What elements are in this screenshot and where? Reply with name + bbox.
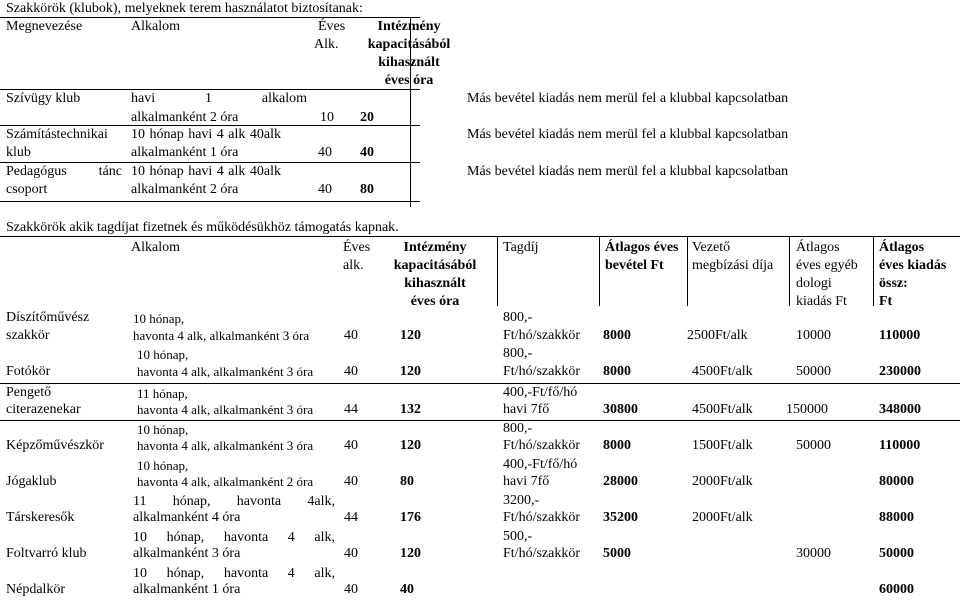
capacity-hours: 120: [400, 546, 421, 561]
fee-line: Ft/hó/szakkör: [503, 438, 580, 453]
table2-header-total-line: össz:: [879, 276, 908, 291]
occasion-line: alkalmanként 1 óra: [133, 582, 241, 597]
table2-header-leader-line: Vezető: [692, 240, 731, 255]
table2-header-other-line: dologi: [796, 276, 832, 291]
leader-fee: 2500Ft/alk: [687, 328, 748, 343]
table2-header-fee: Tagdíj: [503, 240, 539, 255]
occasion-line: alkalmanként 2 óra: [131, 110, 239, 125]
club-name-cont: citerazenekar: [6, 402, 81, 417]
table1-row-divider: [0, 125, 420, 126]
yearly-count: 40: [318, 145, 332, 160]
table1-header-capacity: [354, 19, 464, 89]
other-expense: 30000: [796, 546, 831, 561]
table2-header-capacity-line: Intézmény: [403, 240, 467, 255]
avg-income: 5000: [603, 546, 631, 561]
fee-line: Ft/hó/szakkör: [503, 364, 580, 379]
occasion-line: havonta 4 alk, alkalmanként 2 óra: [137, 474, 314, 489]
table2-col-divider: [497, 236, 498, 306]
fee-line: Ft/hó/szakkör: [503, 510, 580, 525]
fee-line: Ft/hó/szakkör: [503, 546, 580, 561]
club-name: Pengető: [6, 385, 52, 400]
table2-col-divider: [873, 236, 874, 306]
fee-line: Ft/hó/szakkör: [503, 328, 580, 343]
club-name: Díszítőművész: [6, 310, 90, 325]
club-name: Népdalkör: [6, 582, 66, 597]
capacity-hours: 132: [400, 402, 421, 417]
table2-col-divider: [789, 236, 790, 306]
yearly-count: 10: [320, 110, 334, 125]
yearly-count: 44: [344, 510, 358, 525]
table2-row-divider: [0, 383, 960, 384]
fee-line: 400,-Ft/fő/hó: [503, 457, 578, 472]
table1-row-divider: [0, 162, 420, 163]
yearly-count: 40: [344, 328, 358, 343]
total-expense: 348000: [879, 402, 921, 417]
total-expense: 110000: [879, 438, 921, 453]
club-name: Pedagógus tánc: [6, 164, 122, 179]
section-title-supported: Szakkörök akik tagdíjat fizetnek és működésükhöz támogatás kapnak.: [6, 220, 399, 235]
total-expense: 110000: [879, 328, 921, 343]
avg-income: 8000: [603, 438, 631, 453]
occasion-line: havi 1 alkalom: [131, 91, 307, 106]
club-name: Jógaklub: [6, 474, 57, 489]
club-name: Foltvarró klub: [6, 546, 87, 561]
total-expense: 60000: [879, 582, 914, 597]
table2-header-other-line: éves egyéb: [796, 258, 858, 273]
leader-fee: 2000Ft/alk: [692, 510, 753, 525]
occasion-line: 10 hónap havi 4 alk 40alk: [131, 127, 281, 142]
table2-header-leader-line: megbízási díja: [692, 258, 774, 273]
table2-header-income: [605, 240, 679, 274]
table1-header-name: Megnevezése: [6, 19, 83, 34]
table2-header-income-line: bevétel Ft: [605, 258, 664, 273]
capacity-hours: 120: [400, 328, 421, 343]
yearly-count: 40: [344, 474, 358, 489]
avg-income: 8000: [603, 364, 631, 379]
table1-header-capacity-line: kihasznált: [378, 55, 440, 70]
note: Más bevétel kiadás nem merül fel a klubbal kapcsolatban: [467, 91, 789, 106]
total-expense: 50000: [879, 546, 914, 561]
club-name: Képzőművészkör: [6, 438, 104, 453]
fee-line: 3200,-: [503, 493, 540, 508]
table1-header-occasion: Alkalom: [131, 19, 180, 34]
note: Más bevétel kiadás nem merül fel a klubbal kapcsolatban: [467, 164, 789, 179]
occasion-line: 10 hónap,: [137, 347, 189, 362]
club-name: Társkeresők: [6, 510, 75, 525]
total-expense: 230000: [879, 364, 921, 379]
occasion-line: 10 hónap,: [137, 422, 189, 437]
section-title-rooms: Szakkörök (klubok), melyeknek terem használatot biztosítanak:: [6, 1, 363, 16]
occasion-line: alkalmanként 3 óra: [133, 546, 241, 561]
table2-header-occasion: Alkalom: [131, 240, 180, 255]
table2-row-divider: [0, 420, 960, 421]
occasion-line: alkalmanként 2 óra: [131, 182, 239, 197]
occasion-line: alkalmanként 1 óra: [131, 145, 239, 160]
club-name-cont: klub: [6, 145, 31, 160]
occasion-line: havonta 4 alk, alkalmanként 3 óra: [137, 364, 314, 379]
table1-header-capacity-line: éves óra: [384, 73, 434, 88]
fee-line: 500,-: [503, 529, 533, 544]
table2-header-total-line: Ft: [879, 294, 893, 309]
occasion-line: havonta 4 alk, alkalmanként 3 óra: [137, 438, 314, 453]
occasion-line: 10 hónap, havonta 4 alk,: [133, 530, 335, 545]
leader-fee: 4500Ft/alk: [692, 402, 753, 417]
occasion-line: havonta 4 alk, alkalmanként 3 óra: [133, 328, 310, 343]
table1-header-yearly-1: Éves: [318, 19, 346, 34]
fee-line: havi 7fő: [503, 474, 550, 489]
table2-header-other-line: kiadás Ft: [796, 294, 847, 309]
table2-header-capacity-line: kapacitásából: [393, 258, 477, 273]
capacity-hours: 120: [400, 438, 421, 453]
other-expense: 150000: [786, 402, 828, 417]
club-name: Szívügy klub: [6, 91, 81, 106]
occasion-line: alkalmanként 4 óra: [133, 510, 241, 525]
occasion-line: havonta 4 alk, alkalmanként 3 óra: [137, 402, 314, 417]
capacity-hours: 80: [360, 182, 374, 197]
leader-fee: 4500Ft/alk: [692, 364, 753, 379]
yearly-count: 40: [344, 364, 358, 379]
occasion-line: 10 hónap,: [133, 311, 185, 326]
occasion-line: 10 hónap, havonta 4 alk,: [133, 566, 335, 581]
table2-col-divider: [599, 236, 600, 306]
table1-header-bottom-border: [0, 89, 420, 90]
table1-header-capacity-line: kapacitásából: [367, 37, 451, 52]
yearly-count: 44: [344, 402, 358, 417]
table2-header-capacity-line: kihasznált: [404, 276, 466, 291]
table2-col-divider: [687, 236, 688, 306]
avg-income: 8000: [603, 328, 631, 343]
table2-header-yearly-2: alk.: [343, 258, 364, 273]
fee-line: 800,-: [503, 346, 533, 361]
avg-income: 28000: [603, 474, 638, 489]
club-name: Fotókör: [6, 364, 51, 379]
yearly-count: 40: [344, 438, 358, 453]
table2-header-total: [879, 240, 946, 310]
club-name-cont: szakkör: [6, 328, 50, 343]
note: Más bevétel kiadás nem merül fel a klubbal kapcsolatban: [467, 127, 789, 142]
avg-income: 35200: [603, 510, 638, 525]
leader-fee: 1500Ft/alk: [692, 438, 753, 453]
fee-line: 400,-Ft/fő/hó: [503, 385, 578, 400]
total-expense: 88000: [879, 510, 914, 525]
table1-bottom-border: [0, 201, 420, 202]
leader-fee: 2000Ft/alk: [692, 474, 753, 489]
total-expense: 80000: [879, 474, 914, 489]
other-expense: 50000: [796, 364, 831, 379]
capacity-hours: 80: [400, 474, 414, 489]
capacity-hours: 40: [400, 582, 414, 597]
table2-header-total-line: éves kiadás: [879, 258, 947, 273]
fee-line: 800,-: [503, 421, 533, 436]
capacity-hours: 20: [360, 110, 374, 125]
fee-line: havi 7fő: [503, 402, 550, 417]
club-name-cont: csoport: [6, 182, 48, 197]
table2-header-other-expense: [796, 240, 858, 310]
yearly-count: 40: [318, 182, 332, 197]
table1-header-yearly-2: Alk.: [314, 37, 339, 52]
capacity-hours: 40: [360, 145, 374, 160]
table2-header-income-line: Átlagos éves: [605, 240, 679, 255]
table2-header-other-line: Átlagos: [796, 240, 840, 255]
fee-line: 800,-: [503, 310, 533, 325]
capacity-hours: 176: [400, 510, 421, 525]
table2-header-capacity-line: éves óra: [410, 294, 460, 309]
capacity-hours: 120: [400, 364, 421, 379]
occasion-line: 10 hónap,: [137, 458, 189, 473]
occasion-line: 10 hónap havi 4 alk 40alk: [131, 164, 281, 179]
yearly-count: 40: [344, 582, 358, 597]
table1-header-capacity-line: Intézmény: [377, 19, 441, 34]
other-expense: 50000: [796, 438, 831, 453]
table2-header-total-line: Átlagos: [879, 240, 925, 255]
table2-header-leader-fee: [692, 240, 773, 274]
occasion-line: 11 hónap,: [137, 386, 188, 401]
table2-top-border: [0, 236, 960, 237]
table2-header-capacity: [380, 240, 490, 310]
club-name: Számítástechnikai: [6, 127, 108, 142]
yearly-count: 40: [344, 546, 358, 561]
occasion-line: 11 hónap, havonta 4alk,: [133, 494, 335, 509]
avg-income: 30800: [603, 402, 638, 417]
other-expense: 10000: [796, 328, 831, 343]
table2-header-yearly-1: Éves: [343, 240, 371, 255]
table1-top-border: [0, 17, 420, 18]
